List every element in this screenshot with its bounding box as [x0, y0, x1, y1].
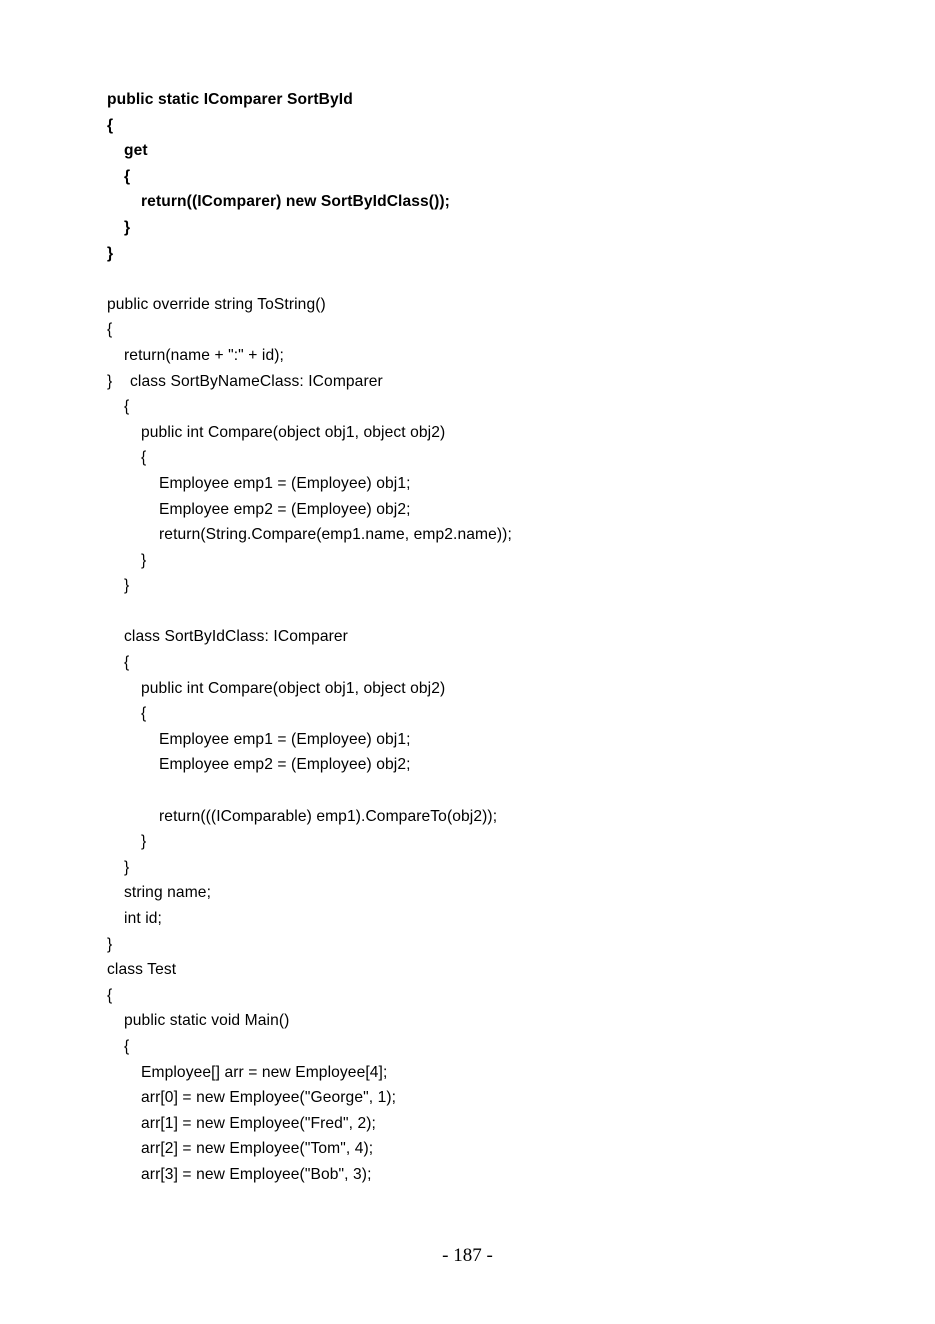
code-line: Employee emp1 = (Employee) obj1; — [159, 474, 411, 492]
code-line: { — [124, 167, 131, 185]
code-line: } — [141, 833, 147, 851]
code-line: Employee emp1 = (Employee) obj1; — [159, 730, 411, 748]
code-line: public static void Main() — [124, 1012, 290, 1030]
code-line: class SortByIdClass: IComparer — [124, 628, 348, 646]
code-line: arr[2] = new Employee("Tom", 4); — [141, 1140, 374, 1158]
page-number: - 187 - — [442, 1245, 493, 1266]
code-line: Employee[] arr = new Employee[4]; — [141, 1063, 388, 1081]
code-line: { — [124, 398, 130, 416]
code-line: { — [107, 321, 113, 339]
code-line: } — [107, 935, 113, 953]
blank-line — [107, 266, 887, 292]
code-line: { — [141, 449, 147, 467]
code-line: class Test — [107, 961, 177, 979]
code-line: { — [124, 1037, 130, 1055]
code-line: arr[0] = new Employee("George", 1); — [141, 1089, 397, 1107]
code-line: public override string ToString() — [107, 295, 326, 313]
code-line: return((IComparer) new SortByIdClass()); — [141, 193, 450, 211]
blank-line — [107, 599, 887, 625]
code-line: } class SortByNameClass: IComparer — [107, 372, 383, 390]
code-line: { — [141, 705, 147, 723]
code-line: } — [124, 858, 130, 876]
code-line: Employee emp2 = (Employee) obj2; — [159, 500, 411, 518]
code-line: string name; — [124, 884, 212, 902]
code-line: public int Compare(object obj1, object obj2) — [141, 679, 446, 697]
code-listing — [107, 87, 887, 1188]
code-line: public static IComparer SortById — [107, 91, 353, 108]
code-line: return(name + ":" + id); — [124, 346, 284, 364]
code-line: } — [124, 577, 130, 595]
code-line: } — [124, 218, 131, 236]
code-line: { — [107, 116, 114, 134]
code-line: return(String.Compare(emp1.name, emp2.name)); — [159, 526, 512, 544]
code-line: { — [107, 986, 113, 1004]
code-line: } — [141, 551, 147, 569]
code-line: { — [124, 654, 130, 672]
code-line: arr[1] = new Employee("Fred", 2); — [141, 1114, 376, 1132]
code-line: } — [107, 244, 114, 262]
blank-line — [107, 778, 887, 804]
code-line: return(((IComparable) emp1).CompareTo(obj2)); — [159, 807, 498, 825]
code-line: get — [124, 142, 148, 160]
code-line: arr[3] = new Employee("Bob", 3); — [141, 1165, 372, 1183]
code-line: public int Compare(object obj1, object obj2) — [141, 423, 446, 441]
code-line: int id; — [124, 910, 162, 927]
code-line: Employee emp2 = (Employee) obj2; — [159, 756, 411, 774]
